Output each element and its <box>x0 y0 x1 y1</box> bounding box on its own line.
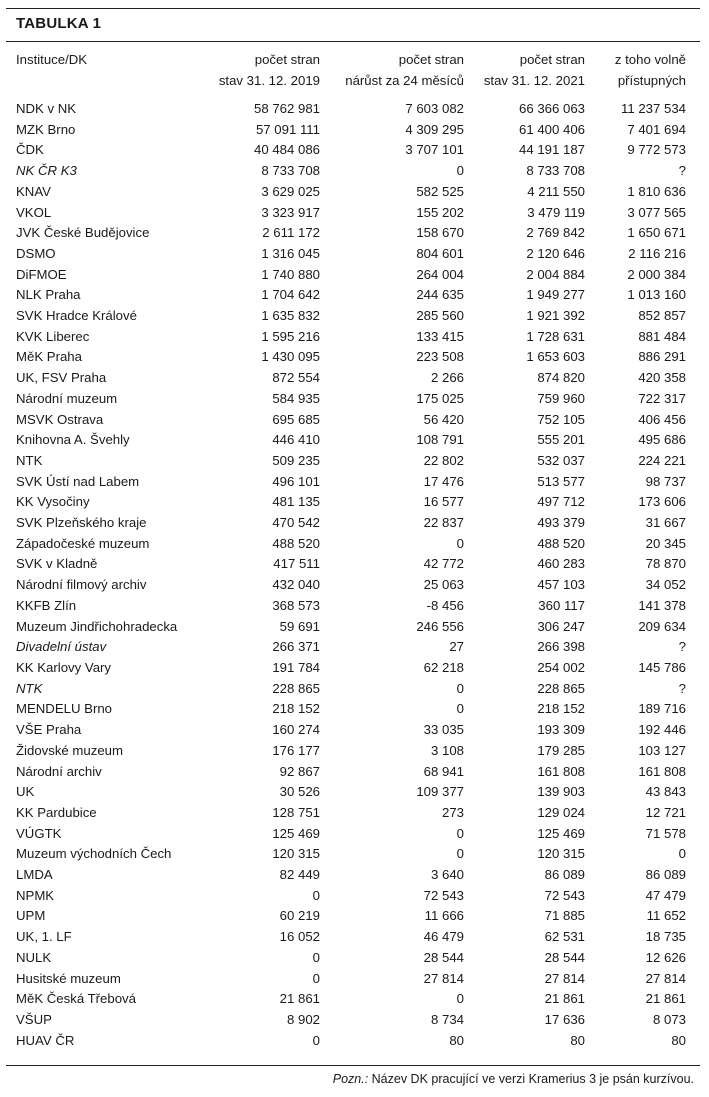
pages-growth-cell: 8 734 <box>430 1011 464 1027</box>
pages-2021-cell: 80 <box>570 1032 585 1048</box>
pages-growth-cell: 22 802 <box>423 452 464 468</box>
pages-2019-cell: 176 177 <box>272 742 320 758</box>
institution-cell: NTK <box>16 680 43 696</box>
institution-cell: UK, FSV Praha <box>16 370 107 386</box>
pages-2019-cell: 470 542 <box>272 515 320 531</box>
pages-2019-cell: 82 449 <box>279 867 320 883</box>
pages-2021-cell: 759 960 <box>537 390 585 406</box>
table-row <box>0 410 686 431</box>
open-access-cell: 11 237 534 <box>620 101 686 116</box>
pages-2021-cell: 8 733 708 <box>526 163 585 179</box>
open-access-cell: ? <box>678 639 686 655</box>
pages-2021-cell: 28 544 <box>544 949 585 965</box>
pages-growth-cell: 175 025 <box>416 390 464 406</box>
institution-cell: Národní archiv <box>16 763 102 779</box>
pages-2019-cell: 2 611 172 <box>262 225 320 241</box>
pages-2019-cell: 432 040 <box>272 577 320 593</box>
pages-growth-cell: 155 202 <box>416 204 464 220</box>
pages-growth-cell: 582 525 <box>416 183 464 199</box>
pages-2019-cell: 120 315 <box>272 846 320 862</box>
open-access-cell: 161 808 <box>638 763 686 779</box>
table-row <box>0 906 686 927</box>
institution-cell: HUAV ČR <box>16 1032 75 1048</box>
institution-cell: Husitské muzeum <box>16 970 121 986</box>
pages-growth-cell: 804 601 <box>416 245 464 261</box>
pages-growth-cell: 264 004 <box>416 266 464 282</box>
pages-2021-cell: 120 315 <box>537 846 585 862</box>
pages-2019-cell: 509 235 <box>272 452 320 468</box>
table-body <box>0 99 686 1051</box>
pages-2021-cell: 874 820 <box>537 370 585 386</box>
table-row <box>0 99 686 120</box>
pages-growth-cell: 2 266 <box>430 370 464 386</box>
institution-cell: UK, 1. LF <box>16 929 72 945</box>
pages-2019-cell: 0 <box>312 970 320 986</box>
open-access-cell: 173 606 <box>638 494 686 510</box>
pages-growth-cell: 3 707 101 <box>405 142 464 158</box>
institution-cell: Knihovna A. Švehly <box>16 432 130 448</box>
institution-cell: UPM <box>16 908 46 924</box>
pages-2021-cell: 360 117 <box>538 597 585 613</box>
open-access-cell: 1 650 671 <box>627 225 686 241</box>
institution-cell: VŠE Praha <box>16 722 82 738</box>
institution-cell: KK Vysočiny <box>16 494 90 510</box>
table-row <box>0 948 686 969</box>
table-title: TABULKA 1 <box>16 15 102 32</box>
institution-cell: Židovské muzeum <box>16 742 124 758</box>
pages-growth-cell: 68 941 <box>423 763 464 779</box>
open-access-cell: 80 <box>671 1032 686 1048</box>
pages-2021-cell: 1 921 392 <box>526 308 585 324</box>
open-access-cell: 47 479 <box>645 887 686 903</box>
top-rule <box>6 8 700 9</box>
pages-2019-cell: 0 <box>312 1032 320 1048</box>
pages-growth-cell: 0 <box>456 680 464 696</box>
table-row <box>0 782 686 803</box>
table-row <box>0 389 686 410</box>
pages-2021-cell: 493 379 <box>537 515 585 531</box>
institution-cell: Národní muzeum <box>16 390 118 406</box>
header-institution-line1: Instituce/DK <box>16 52 88 67</box>
pages-2021-cell: 555 201 <box>537 432 585 448</box>
table-row <box>0 596 686 617</box>
table-row <box>0 203 686 224</box>
institution-cell: SVK Hradce Králové <box>16 308 137 324</box>
pages-growth-cell: 108 791 <box>416 432 464 448</box>
header-institution <box>16 49 87 70</box>
table-row <box>0 658 686 679</box>
pages-2019-cell: 191 784 <box>272 659 320 675</box>
institution-cell: NK ČR K3 <box>16 163 77 179</box>
pages-2021-cell: 17 636 <box>544 1011 585 1027</box>
institution-cell: MSVK Ostrava <box>16 411 104 427</box>
pages-2019-cell: 0 <box>312 949 320 965</box>
institution-cell: MěK Praha <box>16 349 82 365</box>
pages-2021-cell: 86 089 <box>544 867 585 883</box>
open-access-cell: 20 345 <box>645 535 686 551</box>
institution-cell: Divadelní ústav <box>16 639 107 655</box>
pages-growth-cell: 25 063 <box>423 577 464 593</box>
pages-growth-cell: 46 479 <box>423 929 464 945</box>
table-row <box>0 347 686 368</box>
open-access-cell: 0 <box>678 846 686 862</box>
pages-growth-cell: 27 <box>449 639 464 655</box>
pages-2019-cell: 60 219 <box>279 908 320 924</box>
pages-growth-cell: 62 218 <box>423 659 464 675</box>
institution-cell: ČDK <box>16 142 44 158</box>
table-row <box>0 554 686 575</box>
pages-2021-cell: 21 861 <box>544 991 585 1007</box>
open-access-cell: 31 667 <box>645 515 686 531</box>
table-row <box>0 637 686 658</box>
header-pages-growth-line1: počet stran <box>398 52 464 67</box>
open-access-cell: 1 810 636 <box>627 183 686 199</box>
pages-2019-cell: 228 865 <box>272 680 320 696</box>
pages-2021-cell: 62 531 <box>544 929 585 945</box>
header-pages-2021-line2: stav 31. 12. 2021 <box>483 73 585 88</box>
open-access-cell: 7 401 694 <box>627 121 686 137</box>
pages-2021-cell: 129 024 <box>537 804 585 820</box>
pages-2019-cell: 584 935 <box>272 390 320 406</box>
open-access-cell: 209 634 <box>638 618 686 634</box>
open-access-cell: 8 073 <box>652 1011 686 1027</box>
pages-2021-cell: 125 469 <box>537 825 585 841</box>
open-access-cell: 103 127 <box>638 742 686 758</box>
bottom-rule <box>6 1065 700 1066</box>
open-access-cell: 86 089 <box>645 867 686 883</box>
pages-2021-cell: 61 400 406 <box>518 121 585 137</box>
open-access-cell: 12 626 <box>645 949 686 965</box>
pages-2021-cell: 488 520 <box>537 535 585 551</box>
pages-2019-cell: 1 595 216 <box>261 328 320 344</box>
footnote-label: Pozn.: <box>332 1072 369 1086</box>
pages-2021-cell: 1 653 603 <box>526 349 585 365</box>
open-access-cell: 12 721 <box>645 804 686 820</box>
pages-2019-cell: 0 <box>312 887 320 903</box>
open-access-cell: ? <box>678 680 686 696</box>
header-open-access-line1: z toho volně <box>614 52 686 67</box>
pages-growth-cell: 72 543 <box>423 887 464 903</box>
footnote <box>333 1072 694 1086</box>
pages-2019-cell: 8 733 708 <box>261 163 320 179</box>
pages-2019-cell: 481 135 <box>272 494 320 510</box>
header-open-access <box>615 49 686 91</box>
pages-2021-cell: 66 366 063 <box>518 101 585 116</box>
pages-growth-cell: 3 108 <box>430 742 464 758</box>
pages-2019-cell: 1 740 880 <box>261 266 320 282</box>
institution-cell: MZK Brno <box>16 121 76 137</box>
table-row <box>0 969 686 990</box>
pages-2021-cell: 513 577 <box>537 473 585 489</box>
table-row <box>0 327 686 348</box>
table-row <box>0 886 686 907</box>
data-table <box>0 99 686 1051</box>
table-row <box>0 803 686 824</box>
institution-cell: JVK České Budějovice <box>16 225 150 241</box>
header-pages-2019-line2: stav 31. 12. 2019 <box>218 73 320 88</box>
pages-2021-cell: 71 885 <box>544 908 585 924</box>
open-access-cell: 1 013 160 <box>627 287 686 303</box>
pages-2019-cell: 3 323 917 <box>261 204 320 220</box>
pages-2019-cell: 125 469 <box>272 825 320 841</box>
pages-2021-cell: 1 728 631 <box>526 328 585 344</box>
pages-2019-cell: 488 520 <box>272 535 320 551</box>
institution-cell: Západočeské muzeum <box>16 535 150 551</box>
pages-growth-cell: 244 635 <box>416 287 464 303</box>
header-pages-2019 <box>219 49 320 91</box>
table-row <box>0 451 686 472</box>
institution-cell: SVK v Kladně <box>16 556 98 572</box>
pages-2021-cell: 179 285 <box>537 742 585 758</box>
open-access-cell: ? <box>678 163 686 179</box>
institution-cell: KVK Liberec <box>16 328 90 344</box>
open-access-cell: 98 737 <box>645 473 686 489</box>
table-row <box>0 306 686 327</box>
header-pages-2019-line1: počet stran <box>254 52 320 67</box>
header-rule <box>6 41 700 42</box>
open-access-cell: 78 870 <box>645 556 686 572</box>
pages-2021-cell: 218 152 <box>537 701 585 717</box>
open-access-cell: 3 077 565 <box>627 204 686 220</box>
institution-cell: NULK <box>16 949 52 965</box>
header-pages-growth-line2: nárůst za 24 měsíců <box>345 73 464 88</box>
table-row <box>0 472 686 493</box>
pages-2019-cell: 417 511 <box>273 556 320 572</box>
footnote-text: Název DK pracující ve verzi Kramerius 3 je psán kurzívou. <box>368 1072 694 1086</box>
pages-2019-cell: 1 430 095 <box>261 349 320 365</box>
header-open-access-line2: přístupných <box>617 73 686 88</box>
pages-growth-cell: 0 <box>456 163 464 179</box>
pages-2019-cell: 92 867 <box>279 763 320 779</box>
open-access-cell: 34 052 <box>645 577 686 593</box>
open-access-cell: 43 843 <box>645 784 686 800</box>
pages-2021-cell: 72 543 <box>544 887 585 903</box>
pages-2019-cell: 1 316 045 <box>261 245 320 261</box>
institution-cell: KKFB Zlín <box>16 597 77 613</box>
table-row <box>0 824 686 845</box>
table-row <box>0 1010 686 1031</box>
open-access-cell: 18 735 <box>645 929 686 945</box>
pages-2021-cell: 27 814 <box>544 970 585 986</box>
pages-2021-cell: 2 120 646 <box>526 245 585 261</box>
pages-growth-cell: 80 <box>449 1032 464 1048</box>
institution-cell: DSMO <box>16 245 56 261</box>
table-row <box>0 161 686 182</box>
pages-2019-cell: 160 274 <box>272 722 320 738</box>
open-access-cell: 420 358 <box>638 370 686 386</box>
table-row <box>0 244 686 265</box>
header-pages-growth <box>345 49 464 91</box>
pages-2021-cell: 460 283 <box>537 556 585 572</box>
pages-2021-cell: 2 004 884 <box>526 266 585 282</box>
pages-2021-cell: 306 247 <box>537 618 585 634</box>
pages-growth-cell: -8 456 <box>426 597 464 613</box>
pages-2021-cell: 139 903 <box>537 784 585 800</box>
pages-growth-cell: 33 035 <box>423 722 464 738</box>
table-row <box>0 865 686 886</box>
pages-growth-cell: 246 556 <box>416 618 464 634</box>
institution-cell: UK <box>16 784 35 800</box>
institution-cell: Národní filmový archiv <box>16 577 147 593</box>
pages-2019-cell: 30 526 <box>279 784 320 800</box>
pages-growth-cell: 0 <box>456 535 464 551</box>
pages-2019-cell: 266 371 <box>272 639 320 655</box>
institution-cell: KK Pardubice <box>16 804 97 820</box>
table-row <box>0 140 686 161</box>
table-row <box>0 1031 686 1052</box>
pages-growth-cell: 16 577 <box>423 494 464 510</box>
pages-2019-cell: 368 573 <box>272 597 320 613</box>
table-row <box>0 679 686 700</box>
institution-cell: Muzeum Jindřichohradecka <box>16 618 178 634</box>
pages-2021-cell: 254 002 <box>537 659 585 675</box>
institution-cell: MěK Česká Třebová <box>16 991 136 1007</box>
pages-2021-cell: 161 808 <box>537 763 585 779</box>
pages-growth-cell: 7 603 082 <box>405 101 464 116</box>
pages-2019-cell: 57 091 111 <box>255 121 320 137</box>
pages-growth-cell: 56 420 <box>423 411 464 427</box>
pages-2019-cell: 1 704 642 <box>261 287 320 303</box>
pages-growth-cell: 158 670 <box>416 225 464 241</box>
pages-2019-cell: 872 554 <box>272 370 320 386</box>
pages-growth-cell: 27 814 <box>423 970 464 986</box>
pages-2021-cell: 4 211 550 <box>527 183 585 199</box>
pages-2021-cell: 497 712 <box>537 494 585 510</box>
pages-2021-cell: 3 479 119 <box>527 204 585 220</box>
pages-2021-cell: 266 398 <box>537 639 585 655</box>
open-access-cell: 141 378 <box>638 597 686 613</box>
pages-growth-cell: 42 772 <box>423 556 464 572</box>
pages-growth-cell: 0 <box>456 825 464 841</box>
pages-2019-cell: 3 629 025 <box>261 183 320 199</box>
institution-cell: Muzeum východních Čech <box>16 846 172 862</box>
open-access-cell: 722 317 <box>638 390 686 406</box>
open-access-cell: 192 446 <box>638 722 686 738</box>
pages-growth-cell: 285 560 <box>416 308 464 324</box>
open-access-cell: 71 578 <box>645 825 686 841</box>
institution-cell: VKOL <box>16 204 52 220</box>
pages-growth-cell: 22 837 <box>423 515 464 531</box>
pages-2021-cell: 44 191 187 <box>518 142 585 158</box>
pages-2019-cell: 59 691 <box>279 618 320 634</box>
institution-cell: NTK <box>16 452 43 468</box>
pages-2019-cell: 218 152 <box>272 701 320 717</box>
table-row <box>0 368 686 389</box>
table-row <box>0 265 686 286</box>
institution-cell: KK Karlovy Vary <box>16 659 112 675</box>
open-access-cell: 189 716 <box>638 701 686 717</box>
pages-2019-cell: 58 762 981 <box>253 101 320 116</box>
pages-2019-cell: 16 052 <box>279 929 320 945</box>
pages-2021-cell: 193 309 <box>537 722 585 738</box>
pages-growth-cell: 3 640 <box>430 867 464 883</box>
table-row <box>0 844 686 865</box>
institution-cell: KNAV <box>16 183 51 199</box>
pages-growth-cell: 0 <box>456 846 464 862</box>
table-row <box>0 285 686 306</box>
pages-2019-cell: 695 685 <box>272 411 320 427</box>
table-row <box>0 430 686 451</box>
institution-cell: MENDELU Brno <box>16 701 113 717</box>
pages-growth-cell: 0 <box>456 701 464 717</box>
institution-cell: SVK Plzeňského kraje <box>16 515 147 531</box>
institution-cell: NDK v NK <box>16 101 77 116</box>
pages-2019-cell: 446 410 <box>272 432 320 448</box>
pages-growth-cell: 4 309 295 <box>405 121 464 137</box>
pages-growth-cell: 223 508 <box>416 349 464 365</box>
institution-cell: NLK Praha <box>16 287 81 303</box>
table-row <box>0 617 686 638</box>
pages-2019-cell: 8 902 <box>286 1011 320 1027</box>
institution-cell: LMDA <box>16 867 53 883</box>
open-access-cell: 886 291 <box>638 349 686 365</box>
pages-2021-cell: 532 037 <box>537 452 585 468</box>
pages-growth-cell: 0 <box>456 991 464 1007</box>
institution-cell: SVK Ústí nad Labem <box>16 473 140 489</box>
open-access-cell: 145 786 <box>638 659 686 675</box>
pages-2019-cell: 496 101 <box>272 473 320 489</box>
table-row <box>0 575 686 596</box>
table-row <box>0 699 686 720</box>
open-access-cell: 406 456 <box>638 411 686 427</box>
open-access-cell: 11 652 <box>646 908 686 924</box>
table-row <box>0 927 686 948</box>
pages-2019-cell: 40 484 086 <box>253 142 320 158</box>
table-row <box>0 223 686 244</box>
open-access-cell: 21 861 <box>645 991 686 1007</box>
open-access-cell: 495 686 <box>638 432 686 448</box>
pages-2021-cell: 1 949 277 <box>526 287 585 303</box>
table-row <box>0 492 686 513</box>
pages-growth-cell: 11 666 <box>424 908 464 924</box>
pages-2019-cell: 21 861 <box>279 991 320 1007</box>
open-access-cell: 2 000 384 <box>627 266 686 282</box>
open-access-cell: 27 814 <box>645 970 686 986</box>
table-row <box>0 741 686 762</box>
pages-growth-cell: 17 476 <box>423 473 464 489</box>
open-access-cell: 224 221 <box>638 452 686 468</box>
pages-2021-cell: 752 105 <box>537 411 585 427</box>
pages-growth-cell: 133 415 <box>416 328 464 344</box>
pages-2021-cell: 457 103 <box>537 577 585 593</box>
pages-growth-cell: 109 377 <box>416 784 464 800</box>
open-access-cell: 852 857 <box>638 308 686 324</box>
pages-2021-cell: 228 865 <box>537 680 585 696</box>
institution-cell: VŠUP <box>16 1011 52 1027</box>
open-access-cell: 9 772 573 <box>627 142 686 158</box>
table-row <box>0 534 686 555</box>
pages-growth-cell: 273 <box>441 804 464 820</box>
institution-cell: VÚGTK <box>16 825 62 841</box>
pages-growth-cell: 28 544 <box>423 949 464 965</box>
open-access-cell: 881 484 <box>638 328 686 344</box>
pages-2019-cell: 1 635 832 <box>261 308 320 324</box>
table-row <box>0 182 686 203</box>
header-pages-2021 <box>484 49 585 91</box>
institution-cell: NPMK <box>16 887 55 903</box>
table-row <box>0 762 686 783</box>
table-row <box>0 720 686 741</box>
header-pages-2021-line1: počet stran <box>519 52 585 67</box>
table-row <box>0 120 686 141</box>
table-row <box>0 989 686 1010</box>
pages-2019-cell: 128 751 <box>272 804 320 820</box>
table-row <box>0 513 686 534</box>
institution-cell: DiFMOE <box>16 266 67 282</box>
open-access-cell: 2 116 216 <box>628 245 686 261</box>
pages-2021-cell: 2 769 842 <box>526 225 585 241</box>
